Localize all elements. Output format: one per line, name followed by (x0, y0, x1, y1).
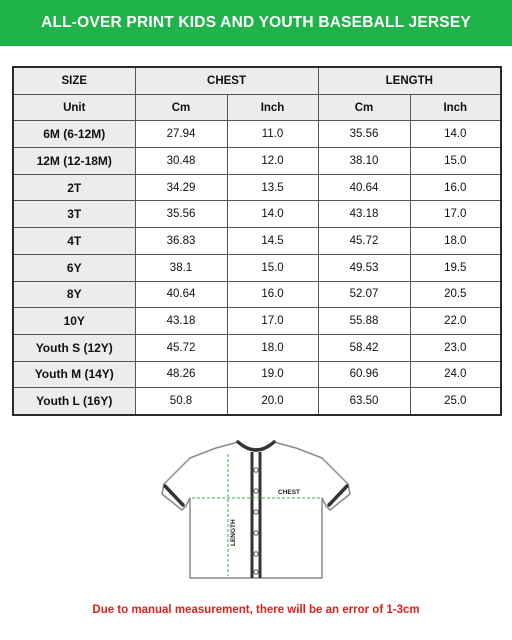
size-cell: Youth L (16Y) (13, 388, 135, 415)
chest-cm-cell: 35.56 (135, 201, 227, 228)
jersey-diagram (156, 436, 356, 586)
table-unit-row (13, 94, 501, 121)
size-cell: Youth S (12Y) (13, 334, 135, 361)
size-cell: Youth M (14Y) (13, 361, 135, 388)
chest-inch-cell: 14.0 (227, 201, 318, 228)
page-title: ALL-OVER PRINT KIDS AND YOUTH BASEBALL JERSEY (41, 14, 471, 31)
chest-cm-cell: 27.94 (135, 121, 227, 148)
title-banner (0, 0, 512, 46)
length-inch-cell: 14.0 (410, 121, 501, 148)
chest-cm-cell: 48.26 (135, 361, 227, 388)
length-inch-cell: 24.0 (410, 361, 501, 388)
length-cm-cell: 49.53 (318, 254, 410, 281)
size-cell: 6M (6-12M) (13, 121, 135, 148)
chest-cm-cell: 34.29 (135, 174, 227, 201)
size-cell: 8Y (13, 281, 135, 308)
chest-inch-cell: 14.5 (227, 228, 318, 255)
length-inch-cell: 19.5 (410, 254, 501, 281)
unit-length-inch: Inch (410, 94, 501, 121)
length-cm-cell: 52.07 (318, 281, 410, 308)
length-cm-cell: 43.18 (318, 201, 410, 228)
unit-chest-inch: Inch (227, 94, 318, 121)
length-cm-cell: 63.50 (318, 388, 410, 415)
chest-inch-cell: 18.0 (227, 334, 318, 361)
length-cm-cell: 45.72 (318, 228, 410, 255)
chest-cm-cell: 30.48 (135, 148, 227, 175)
chest-cm-cell: 38.1 (135, 254, 227, 281)
length-inch-cell: 20.5 (410, 281, 501, 308)
chest-cm-cell: 40.64 (135, 281, 227, 308)
size-cell: 3T (13, 201, 135, 228)
table-row (13, 334, 501, 361)
chest-cm-cell: 43.18 (135, 308, 227, 335)
length-cm-cell: 35.56 (318, 121, 410, 148)
chest-inch-cell: 17.0 (227, 308, 318, 335)
length-cm-cell: 38.10 (318, 148, 410, 175)
chest-cm-cell: 50.8 (135, 388, 227, 415)
length-inch-cell: 15.0 (410, 148, 501, 175)
length-inch-cell: 22.0 (410, 308, 501, 335)
table-row (13, 228, 501, 255)
table-row (13, 254, 501, 281)
chest-inch-cell: 11.0 (227, 121, 318, 148)
length-inch-cell: 23.0 (410, 334, 501, 361)
unit-chest-cm: Cm (135, 94, 227, 121)
table-body (13, 121, 501, 415)
length-cm-cell: 40.64 (318, 174, 410, 201)
header-length: LENGTH (318, 67, 501, 94)
length-label: LENGTH (230, 519, 237, 546)
table-row (13, 388, 501, 415)
chest-inch-cell: 19.0 (227, 361, 318, 388)
length-cm-cell: 60.96 (318, 361, 410, 388)
table-row (13, 361, 501, 388)
size-cell: 2T (13, 174, 135, 201)
table-row (13, 201, 501, 228)
chest-inch-cell: 13.5 (227, 174, 318, 201)
header-chest: CHEST (135, 67, 318, 94)
chest-inch-cell: 20.0 (227, 388, 318, 415)
chest-inch-cell: 16.0 (227, 281, 318, 308)
size-cell: 4T (13, 228, 135, 255)
table-header-row (13, 67, 501, 94)
size-chart-table (12, 66, 502, 416)
size-cell: 6Y (13, 254, 135, 281)
table-row (13, 308, 501, 335)
length-cm-cell: 55.88 (318, 308, 410, 335)
table-row (13, 148, 501, 175)
chest-inch-cell: 15.0 (227, 254, 318, 281)
table-row (13, 281, 501, 308)
chest-inch-cell: 12.0 (227, 148, 318, 175)
length-inch-cell: 18.0 (410, 228, 501, 255)
header-size: SIZE (13, 67, 135, 94)
length-inch-cell: 25.0 (410, 388, 501, 415)
table-row (13, 174, 501, 201)
size-cell: 10Y (13, 308, 135, 335)
size-cell: 12M (12-18M) (13, 148, 135, 175)
unit-label: Unit (13, 94, 135, 121)
length-inch-cell: 16.0 (410, 174, 501, 201)
table-row (13, 121, 501, 148)
length-inch-cell: 17.0 (410, 201, 501, 228)
measurement-note: Due to manual measurement, there will be an error of 1-3cm (92, 604, 420, 616)
length-cm-cell: 58.42 (318, 334, 410, 361)
chest-cm-cell: 36.83 (135, 228, 227, 255)
chest-cm-cell: 45.72 (135, 334, 227, 361)
chest-label: CHEST (278, 489, 301, 496)
unit-length-cm: Cm (318, 94, 410, 121)
